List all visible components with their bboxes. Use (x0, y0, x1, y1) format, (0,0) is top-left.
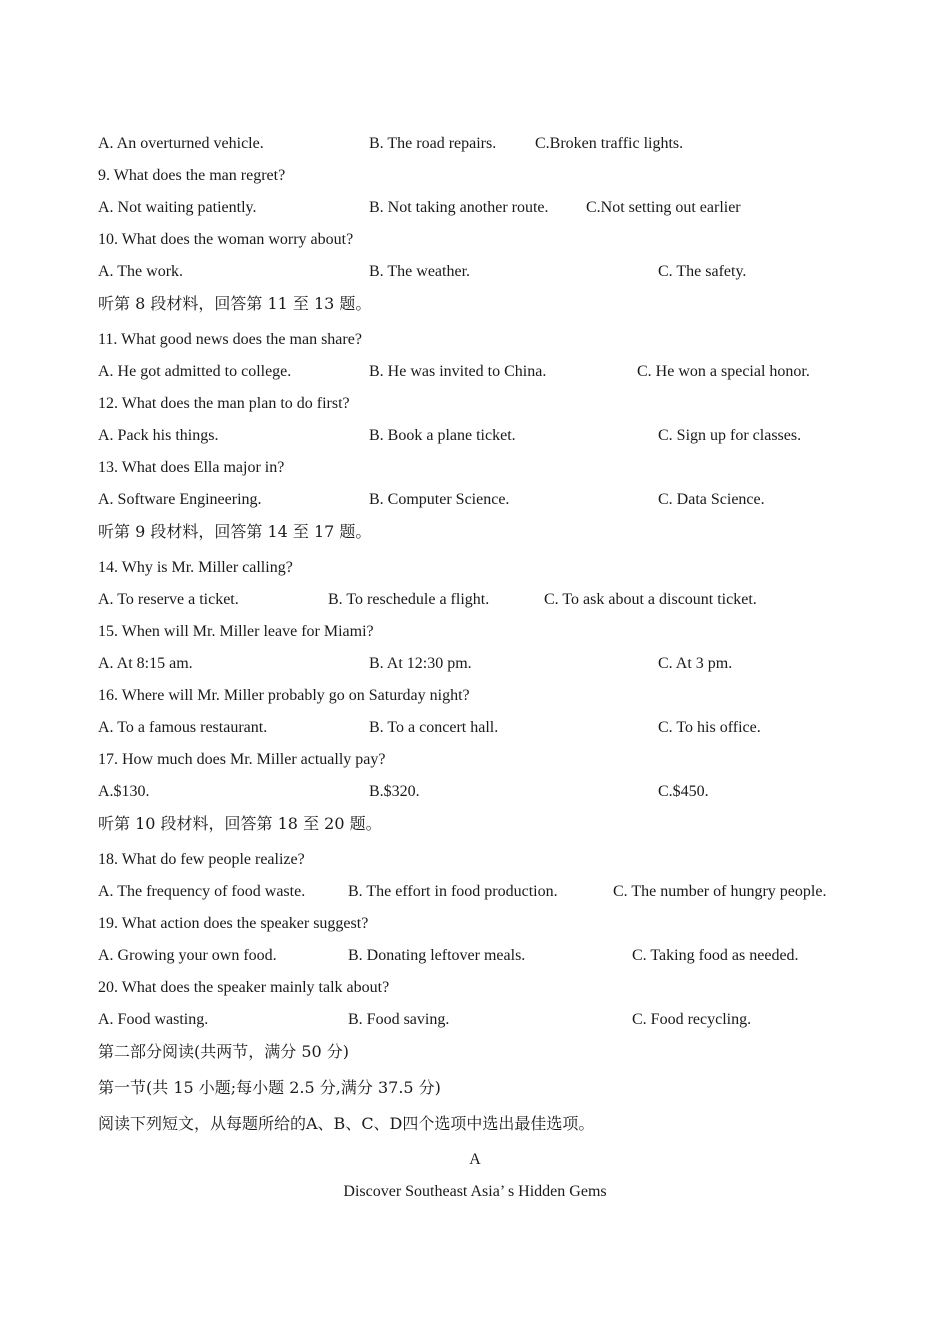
option-b: B.$320. (369, 783, 420, 800)
question-10: 10. What does the woman worry about? (98, 231, 354, 248)
option-a: A. The work. (98, 263, 184, 280)
section-one-heading: 第一节(共 15 小题;每小题 2.5 分,满分 37.5 分) (98, 1078, 441, 1097)
question-16: 16. Where will Mr. Miller probably go on Saturday night? (98, 687, 470, 704)
option-a: A. At 8:15 am. (98, 655, 193, 672)
option-c: C. To his office. (658, 719, 761, 736)
option-a: A. Growing your own food. (98, 947, 277, 964)
question-13: 13. What does Ella major in? (98, 459, 285, 476)
option-b: B. Computer Science. (369, 491, 510, 508)
option-a: A. Food wasting. (98, 1011, 209, 1028)
section-heading-8: 听第 8 段材料，回答第 11 至 13 题。 (98, 294, 372, 313)
option-c: C. To ask about a discount ticket. (544, 591, 757, 608)
option-b: B. Not taking another route. (369, 199, 549, 216)
option-a: A. The frequency of food waste. (98, 883, 306, 900)
option-c: C. The safety. (658, 263, 747, 280)
option-a: A. He got admitted to college. (98, 363, 292, 380)
option-a: A. To reserve a ticket. (98, 591, 239, 608)
section-heading-10: 听第 10 段材料，回答第 18 至 20 题。 (98, 814, 382, 833)
option-b: B. Book a plane ticket. (369, 427, 516, 444)
option-a: A. Pack his things. (98, 427, 219, 444)
option-c: C. Sign up for classes. (658, 427, 802, 444)
option-a: A. Not waiting patiently. (98, 199, 257, 216)
option-a: A. Software Engineering. (98, 491, 262, 508)
passage-label: A (469, 1151, 481, 1168)
option-a: A. To a famous restaurant. (98, 719, 268, 736)
option-c: C. Data Science. (658, 491, 765, 508)
option-b: B. Donating leftover meals. (348, 947, 526, 964)
option-b: B. The road repairs. (369, 135, 497, 152)
option-b: B. The effort in food production. (348, 883, 558, 900)
option-c: C.Broken traffic lights. (535, 135, 684, 152)
question-15: 15. When will Mr. Miller leave for Miami? (98, 623, 374, 640)
option-b: B. To a concert hall. (369, 719, 499, 736)
option-c: C.Not setting out earlier (586, 199, 741, 216)
option-c: C. Taking food as needed. (632, 947, 799, 964)
part-two-heading: 第二部分阅读(共两节，满分 50 分) (98, 1042, 350, 1061)
option-b: B. At 12:30 pm. (369, 655, 472, 672)
reading-instructions: 阅读下列短文，从每题所给的A、B、C、D四个选项中选出最佳选项。 (98, 1114, 595, 1133)
option-c: C. Food recycling. (632, 1011, 752, 1028)
question-12: 12. What does the man plan to do first? (98, 395, 350, 412)
question-17: 17. How much does Mr. Miller actually pay? (98, 751, 386, 768)
question-11: 11. What good news does the man share? (98, 331, 362, 348)
option-a: A.$130. (98, 783, 150, 800)
question-18: 18. What do few people realize? (98, 851, 305, 868)
question-9: 9. What does the man regret? (98, 167, 286, 184)
section-heading-9: 听第 9 段材料，回答第 14 至 17 题。 (98, 522, 372, 541)
question-20: 20. What does the speaker mainly talk about? (98, 979, 390, 996)
option-c: C. At 3 pm. (658, 655, 733, 672)
question-19: 19. What action does the speaker suggest? (98, 915, 369, 932)
option-c: C.$450. (658, 783, 709, 800)
option-c: C. The number of hungry people. (613, 883, 827, 900)
option-b: B. He was invited to China. (369, 363, 547, 380)
option-b: B. The weather. (369, 263, 471, 280)
passage-title: Discover Southeast Asia’ s Hidden Gems (343, 1183, 607, 1200)
option-c: C. He won a special honor. (637, 363, 810, 380)
option-a: A. An overturned vehicle. (98, 135, 264, 152)
option-b: B. Food saving. (348, 1011, 450, 1028)
question-14: 14. Why is Mr. Miller calling? (98, 559, 293, 576)
option-b: B. To reschedule a flight. (328, 591, 490, 608)
